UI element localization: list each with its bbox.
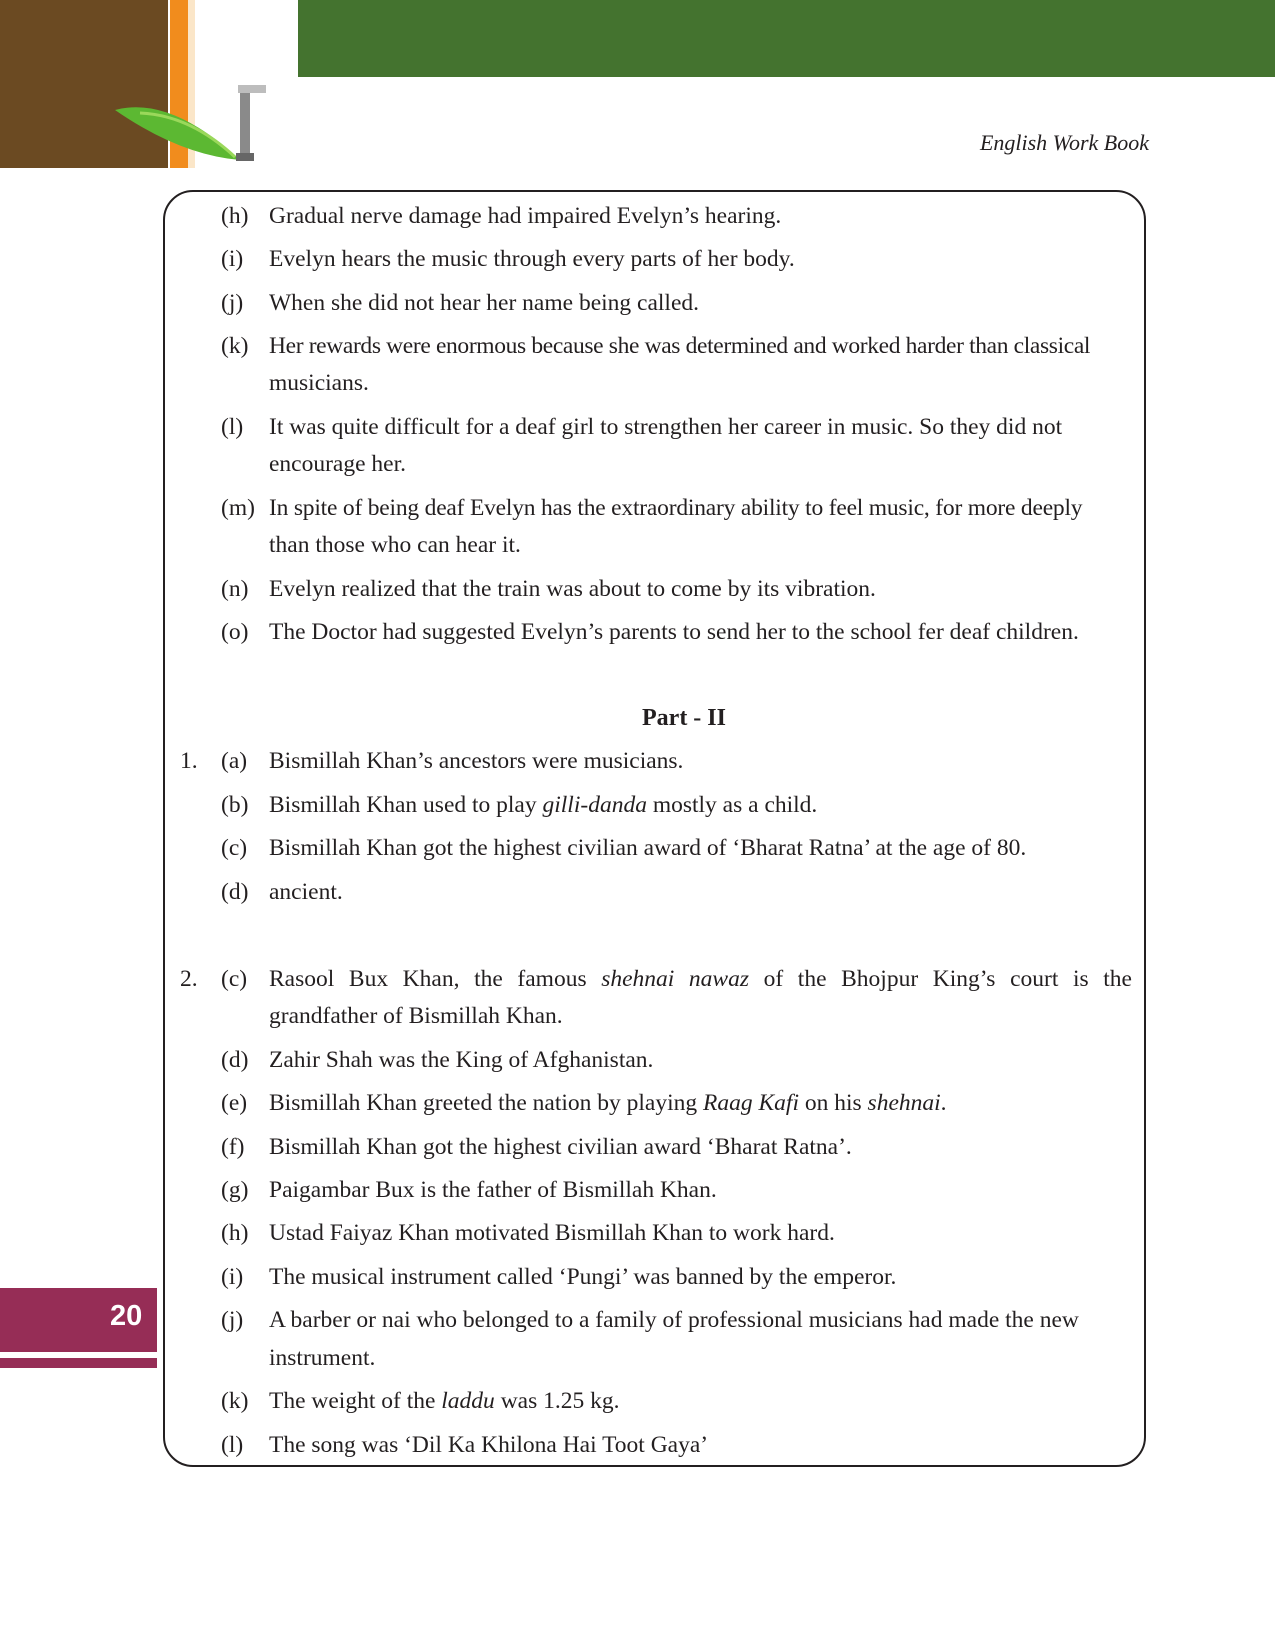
item-text: instrument. (269, 1345, 376, 1371)
item-label: (i) (221, 1264, 244, 1290)
item-text: Evelyn hears the music through every parts of her body. (269, 246, 795, 272)
item-text: The Doctor had suggested Evelyn’s parents to send her to the school fer deaf children. (269, 619, 1079, 645)
item-text: When she did not hear her name being called. (269, 290, 700, 316)
item-text: Bismillah Khan greeted the nation by playing Raag Kafi on his shehnai. (269, 1090, 947, 1116)
item-label: (o) (221, 619, 249, 645)
book-title: English Work Book (979, 130, 1149, 155)
item-label: (j) (221, 1307, 244, 1333)
item-label: (b) (221, 792, 249, 818)
item-label: (k) (221, 1388, 249, 1414)
item-label: (m) (221, 495, 255, 521)
item-label: (l) (221, 1432, 244, 1458)
item-label: (g) (221, 1177, 249, 1203)
item-text: encourage her. (269, 451, 407, 477)
item-label: (l) (221, 414, 244, 440)
item-label: (c) (221, 835, 248, 861)
item-label: (i) (221, 246, 244, 272)
item-text: Gradual nerve damage had impaired Evelyn’s hearing. (269, 203, 782, 229)
item-label: (h) (221, 1220, 249, 1246)
item-label: (f) (221, 1134, 245, 1160)
header-green-bar (298, 0, 1275, 77)
item-text: The song was ‘Dil Ka Khilona Hai Toot Gaya’ (269, 1432, 709, 1458)
item-text: Her rewards were enormous because she was determined and worked harder than classical (269, 333, 1091, 359)
item-text: Rasool Bux Khan, the famous shehnai nawaz of the Bhojpur King’s court is the (269, 966, 1132, 992)
item-label: (d) (221, 1047, 249, 1073)
item-text: ancient. (269, 879, 343, 905)
item-text: In spite of being deaf Evelyn has the extraordinary ability to feel music, for more deeply (269, 495, 1083, 521)
item-label: (c) (221, 966, 248, 992)
item-label: (d) (221, 879, 249, 905)
item-label: (k) (221, 333, 249, 359)
item-text: It was quite difficult for a deaf girl to strengthen her career in music. So they did not (269, 414, 1063, 440)
item-text: Evelyn realized that the train was about to come by its vibration. (269, 576, 876, 602)
item-text: than those who can hear it. (269, 532, 521, 558)
item-text: Paigambar Bux is the father of Bismillah Khan. (269, 1177, 717, 1203)
item-label: (a) (221, 748, 248, 774)
item-text: Bismillah Khan got the highest civilian award ‘Bharat Ratna’. (269, 1134, 852, 1160)
item-label: (n) (221, 576, 249, 602)
item-text: Ustad Faiyaz Khan motivated Bismillah Khan to work hard. (269, 1220, 835, 1246)
page-number-tab-underline (0, 1358, 157, 1368)
item-text: Bismillah Khan used to play gilli-danda mostly as a child. (269, 792, 818, 818)
item-text: grandfather of Bismillah Khan. (269, 1003, 563, 1029)
question-number: 1. (180, 748, 198, 774)
question-number: 2. (180, 966, 198, 992)
item-text: Bismillah Khan’s ancestors were musicians. (269, 748, 684, 774)
page-number: 20 (110, 1300, 143, 1332)
item-text: musicians. (269, 370, 369, 396)
item-text: Zahir Shah was the King of Afghanistan. (269, 1047, 654, 1073)
item-text: The musical instrument called ‘Pungi’ was banned by the emperor. (269, 1264, 897, 1290)
part-heading: Part - II (642, 705, 726, 731)
item-label: (h) (221, 203, 249, 229)
item-label: (j) (221, 290, 244, 316)
item-text: Bismillah Khan got the highest civilian award of ‘Bharat Ratna’ at the age of 80. (269, 835, 1027, 861)
item-text: The weight of the laddu was 1.25 kg. (269, 1388, 620, 1414)
item-text: A barber or nai who belonged to a family of professional musicians had made the new (269, 1307, 1079, 1333)
leaf-decoration-icon (110, 75, 290, 175)
item-label: (e) (221, 1090, 248, 1116)
